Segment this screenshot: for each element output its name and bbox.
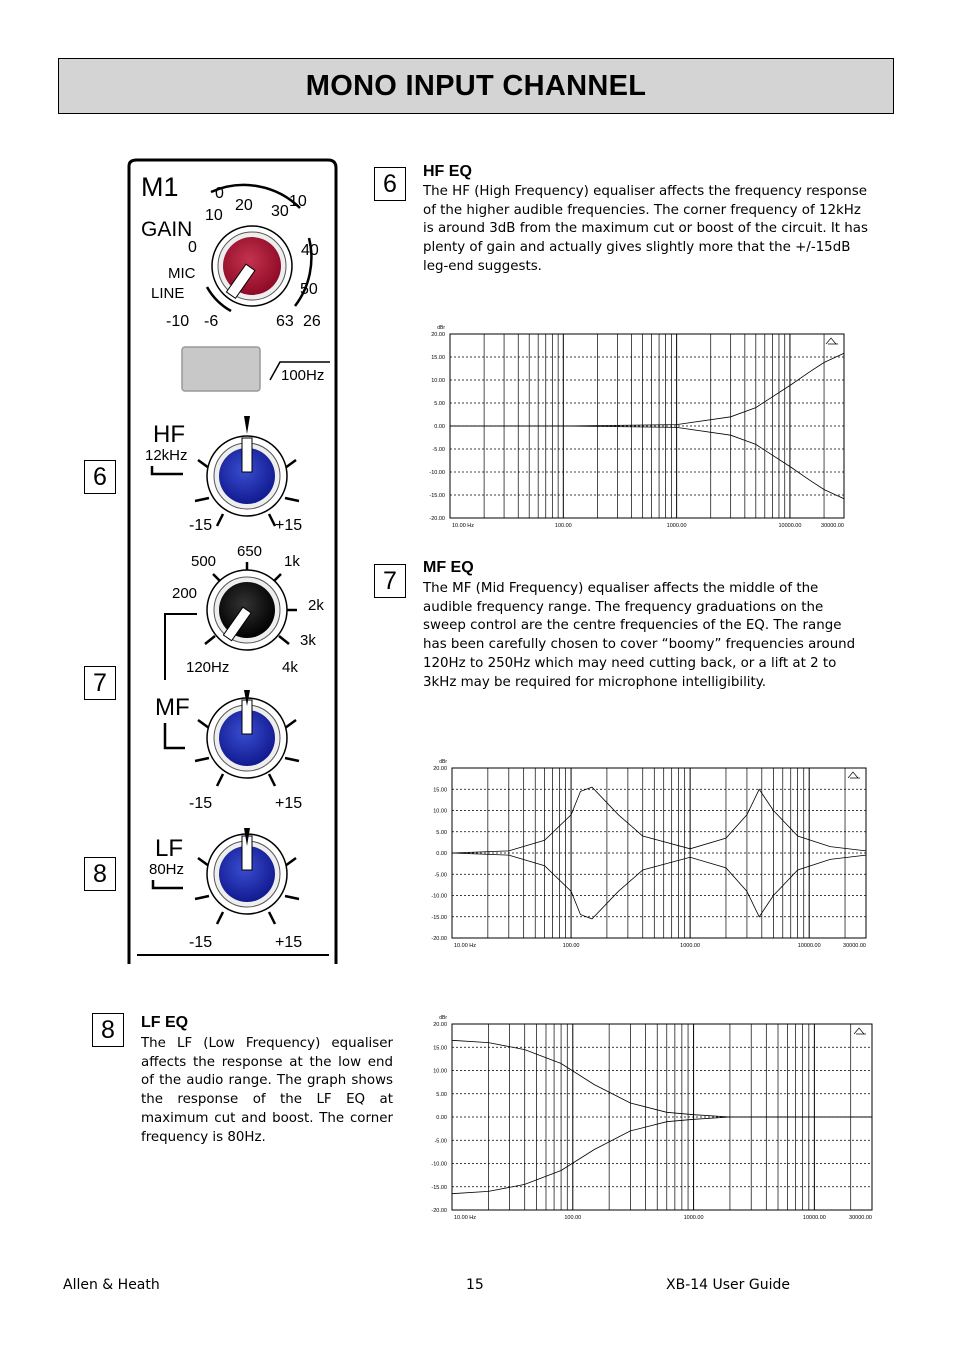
mf-section-number: 7 — [374, 564, 406, 598]
gain-scale-26: 26 — [303, 313, 321, 330]
page-header — [58, 58, 894, 114]
generator-icon — [848, 772, 860, 778]
hf-section-number: 6 — [374, 167, 406, 201]
y-tick-label: 15.00 — [433, 787, 447, 794]
x-tick-label: 100.00 — [554, 523, 572, 529]
line-scale-min: -10 — [166, 313, 190, 330]
hpf-button[interactable] — [182, 347, 260, 391]
gain-knob[interactable] — [212, 226, 292, 306]
mf-label: MF — [155, 694, 190, 721]
y-tick-label: 10.00 — [431, 378, 445, 384]
y-axis-label: dBr — [437, 325, 445, 331]
mf-freq-knob[interactable] — [205, 562, 297, 650]
mf-freq-1k: 1k — [284, 553, 300, 570]
y-tick-label: 0.00 — [436, 851, 447, 857]
hf-label: HF — [153, 421, 185, 448]
lf-min-label: -15 — [189, 934, 213, 951]
hf-max-label: +15 — [275, 517, 303, 534]
lf-section-body: The LF (Low Frequency) equaliser affects the response at the low end of the audio range. The graph shows the response of the LF EQ at maximum cut and boost. The corner frequency is 80Hz. — [141, 1036, 393, 1145]
mf-section-body: The MF (Mid Frequency) equaliser affects the middle of the audible frequency range. The frequency graduations on the sweep control are the centre frequencies of the EQ. The range has been carefully chosen to cover “boomy” frequencies around 120Hz to 250Hz which may need cutting back, or a lift at 2 to 3kHz may be required for microphone intelligibility. — [423, 581, 856, 690]
y-tick-label: 0.00 — [436, 1115, 447, 1121]
mf-section-title: MF EQ — [423, 559, 474, 576]
y-tick-label: -10.00 — [429, 470, 445, 476]
line-label: LINE — [151, 285, 185, 302]
y-tick-label: -20.00 — [429, 516, 445, 522]
y-tick-label: 20.00 — [433, 1022, 447, 1028]
mf-freq-3k: 3k — [300, 632, 316, 649]
footer-page-number: 15 — [466, 1277, 484, 1293]
x-tick-label: 10.00 Hz — [454, 1215, 477, 1221]
gain-scale-40: 40 — [301, 242, 319, 259]
x-tick-label: 10.00 Hz — [452, 523, 475, 529]
y-tick-label: -15.00 — [431, 914, 447, 921]
y-tick-label: 20.00 — [433, 766, 447, 772]
hf-eq-response-chart — [420, 322, 850, 534]
hpf-label: 100Hz — [281, 367, 325, 384]
mf-min-label: -15 — [189, 795, 213, 812]
hf-section-title: HF EQ — [423, 163, 472, 180]
mf-freq-200: 200 — [172, 585, 198, 602]
mf-freq-120hz: 120Hz — [186, 659, 230, 676]
gain-label: GAIN — [141, 218, 193, 241]
x-tick-label: 10000.00 — [802, 1215, 826, 1221]
hf-freq-label: 12kHz — [145, 447, 188, 464]
x-tick-label: 30000.00 — [843, 943, 866, 949]
x-tick-label: 10.00 Hz — [454, 943, 477, 949]
y-tick-label: -5.00 — [434, 1138, 447, 1145]
y-tick-label: 5.00 — [434, 401, 445, 407]
y-axis-label: dBr — [439, 759, 447, 765]
gain-scale-0: 0 — [215, 185, 224, 202]
lf-section-title: LF EQ — [141, 1014, 189, 1031]
generator-icon — [854, 1028, 866, 1034]
y-tick-label: 5.00 — [436, 829, 447, 836]
y-tick-label: -20.00 — [431, 936, 447, 942]
lf-section-number: 8 — [92, 1013, 124, 1047]
gain-scale-20: 20 — [235, 197, 253, 214]
y-tick-label: -5.00 — [432, 447, 445, 453]
y-tick-label: 10.00 — [433, 1068, 447, 1075]
gain-scale-10: 10 — [205, 207, 223, 224]
mic-label: MIC — [168, 265, 196, 282]
x-tick-label: 30000.00 — [849, 1215, 872, 1221]
callout-7: 7 — [84, 666, 116, 700]
x-tick-label: 10000.00 — [778, 523, 802, 529]
y-tick-label: 0.00 — [434, 424, 445, 430]
y-axis-label: dBr — [439, 1015, 447, 1021]
y-tick-label: -10.00 — [431, 1161, 447, 1168]
lf-knob[interactable] — [195, 828, 299, 924]
lf-freq-label: 80Hz — [149, 861, 185, 878]
x-tick-label: 1000.00 — [680, 943, 701, 949]
x-tick-label: 10000.00 — [797, 943, 821, 949]
x-tick-label: 1000.00 — [683, 1215, 704, 1221]
mf-gain-knob[interactable] — [195, 690, 299, 786]
lf-max-label: +15 — [275, 934, 303, 951]
y-tick-label: 15.00 — [433, 1045, 447, 1052]
mf-freq-500: 500 — [191, 553, 217, 570]
line-scale-mid: -6 — [204, 313, 219, 330]
lf-eq-response-chart — [422, 1012, 878, 1226]
channel-strip-panel — [125, 158, 345, 968]
gain-scale-10b: 10 — [289, 193, 307, 210]
mf-freq-4k: 4k — [282, 659, 298, 676]
hf-min-label: -15 — [189, 517, 213, 534]
mf-max-label: +15 — [275, 795, 303, 812]
page-title: MONO INPUT CHANNEL — [305, 69, 647, 102]
footer-left: Allen & Heath — [63, 1277, 160, 1293]
y-tick-label: -15.00 — [431, 1184, 447, 1191]
lf-label: LF — [155, 835, 184, 862]
mf-freq-650: 650 — [237, 543, 263, 560]
generator-icon — [826, 338, 838, 344]
y-tick-label: 10.00 — [433, 808, 447, 815]
footer-right: XB-14 User Guide — [666, 1277, 790, 1293]
mf-eq-response-chart — [422, 756, 872, 954]
x-tick-label: 100.00 — [564, 1215, 582, 1221]
y-tick-label: 15.00 — [431, 355, 445, 361]
callout-8: 8 — [84, 857, 116, 891]
x-tick-label: 100.00 — [562, 943, 580, 949]
callout-6: 6 — [84, 460, 116, 494]
y-tick-label: 5.00 — [436, 1091, 447, 1098]
hf-section-body: The HF (High Frequency) equaliser affects the frequency response of the higher audible frequencies. The corner frequency of 12kHz is around 3dB from the maximum cut or boost of the circuit. It has plenty of gain and actually gives slightly more that the +/-15dB leg-end suggests. — [423, 184, 868, 274]
mf-freq-2k: 2k — [308, 597, 324, 614]
x-tick-label: 30000.00 — [821, 523, 844, 529]
gain-scale-30: 30 — [271, 203, 289, 220]
y-tick-label: -20.00 — [431, 1208, 447, 1214]
y-tick-label: -5.00 — [434, 872, 447, 879]
gain-scale-50: 50 — [300, 281, 318, 298]
channel-label: M1 — [141, 172, 179, 202]
y-tick-label: -15.00 — [429, 493, 445, 499]
hf-knob[interactable] — [195, 416, 299, 526]
gain-scale-63: 63 — [276, 313, 294, 330]
y-tick-label: 20.00 — [431, 332, 445, 338]
gain-scale-0b: 0 — [188, 239, 197, 256]
x-tick-label: 1000.00 — [666, 523, 687, 529]
y-tick-label: -10.00 — [431, 893, 447, 900]
